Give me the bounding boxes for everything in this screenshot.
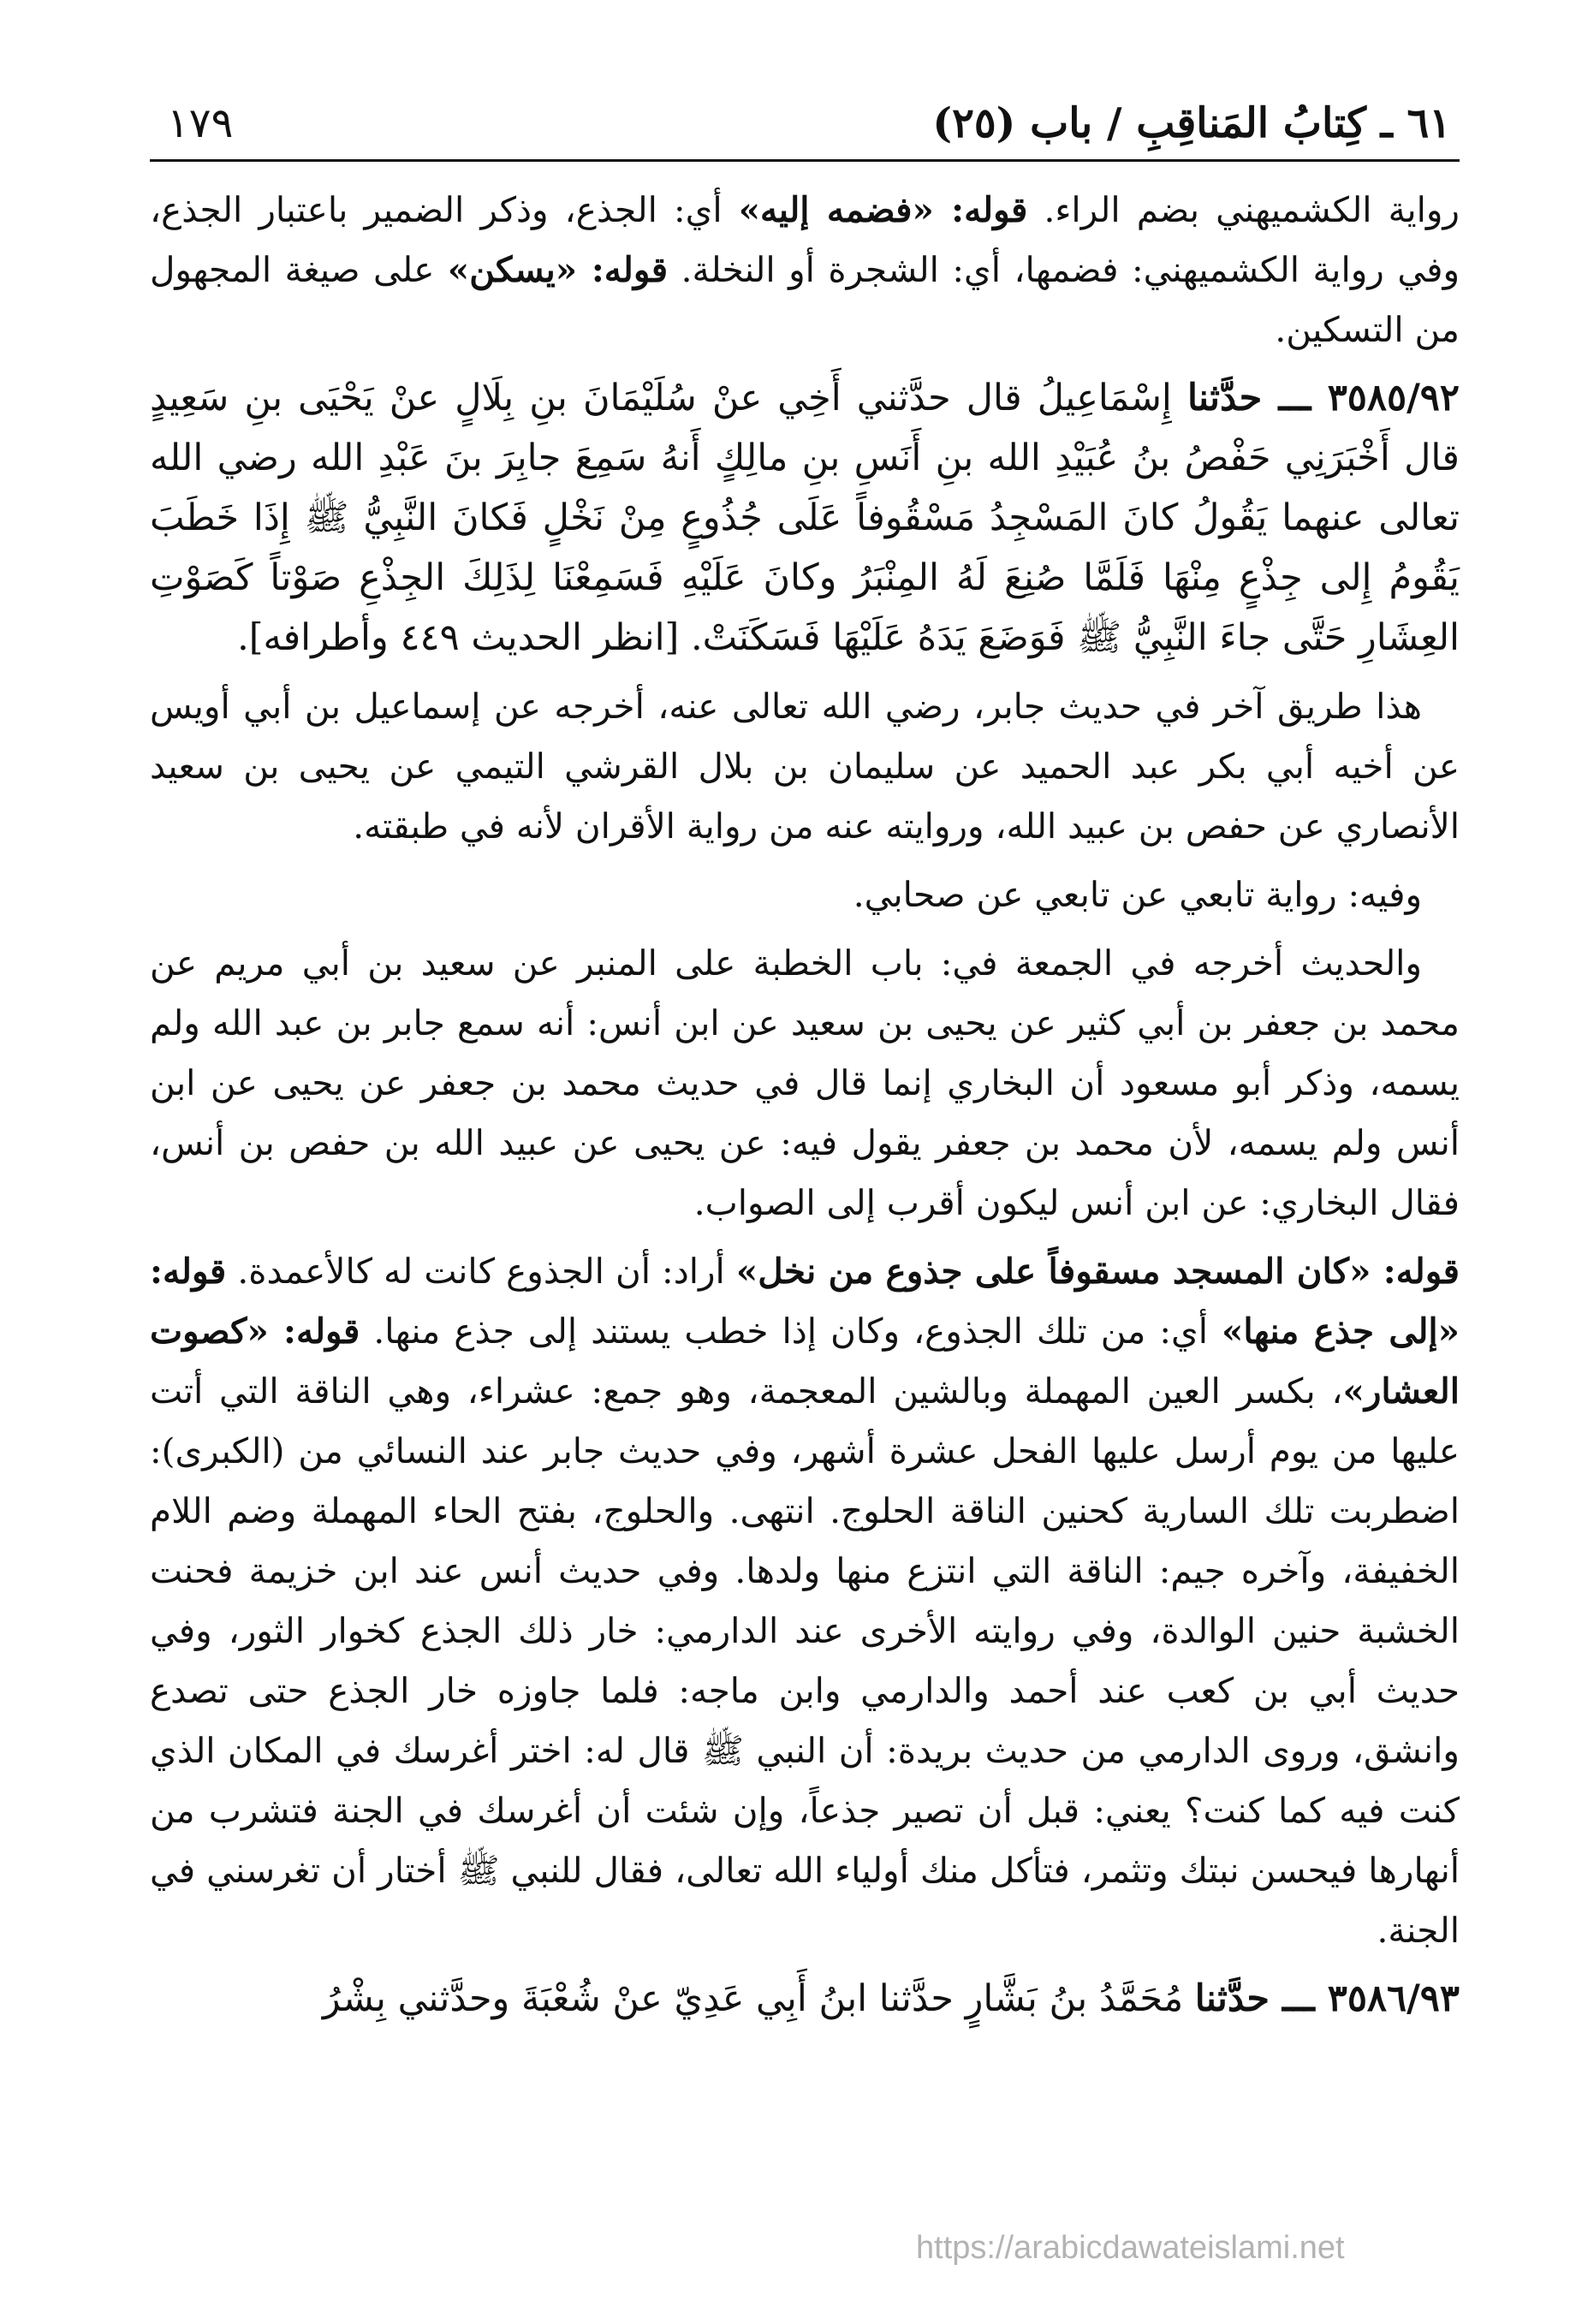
paragraph-text: أراد: أن الجذوع كانت له كالأعمدة. xyxy=(226,1251,736,1292)
paragraph-text: أي: الجذع، وذكر الضمير باعتبار الجذع، وفي رواية الكشميهني: فضمها، أي: الشجرة أو النخلة. xyxy=(150,189,1460,290)
paragraph-text: على صيغة المجهول من التسكين. xyxy=(150,249,1460,350)
bold-term: قوله: «كان المسجد مسقوفاً على جذوع من نخل» xyxy=(735,1251,1460,1292)
watermark-url: https://arabicdawateislami.net xyxy=(916,2230,1345,2266)
paragraph-text: رواية الكشميهني بضم الراء. xyxy=(1027,189,1460,230)
commentary-paragraph xyxy=(150,933,1460,1233)
bold-term: قوله: «فضمه إليه» xyxy=(738,189,1028,230)
paragraph-text: والحديث أخرجه في الجمعة في: باب الخطبة على المنبر عن سعيد بن أبي مريم عن محمد بن جعفر بن أبي كثير عن يحيى بن سعيد عن ابن أنس: أنه سمع جابر بن عبد الله ولم يسمه، وذكر أبو مسعود أن البخاري إنما قال في حديث محمد بن جعفر عن يحيى عن ابن أنس ولم يسمه، لأن محمد بن جعفر يقول فيه: عن يحيى عن عبيد الله بن حفص بن أنس، فقال البخاري: عن ابن أنس ليكون أقرب إلى الصواب. xyxy=(150,942,1460,1223)
page-body xyxy=(150,180,1460,2037)
bold-term: قوله: «يسكن» xyxy=(447,249,669,290)
bold-term: ٣٥٨٦/٩٣ ـــ حدَّثنا xyxy=(1194,1977,1460,2020)
paragraph-text: إِسْمَاعِيلُ قال حدَّثني أَخِي عنْ سُلَيْمَانَ بنِ بِلَالٍ عنْ يَحْيَى بنِ سَعِيدٍ قال أَخْبَرَنِي حَفْصُ بنُ عُبَيْدِ الله بنِ أَنَسِ بنِ مالِكٍ أَنهُ سَمِعَ جابِرَ بنَ عَبْدِ الله رضي الله تعالى عنهما يَقُولُ كانَ المَسْجِدُ مَسْقُوفاً عَلَى جُذُوعٍ مِنْ نَخْلٍ فَكانَ النَّبِيُّ ﷺ إِذَا خَطَبَ يَقُومُ إِلى جِذْعٍ مِنْهَا فَلَمَّا صُنِعَ لَهُ المِنْبَرُ وكانَ عَلَيْهِ فَسَمِعْنَا لِذَلِكَ الجِذْعِ صَوْتاً كَصَوْتِ العِشَارِ حَتَّى جاءَ النَّبِيُّ ﷺ فَوَضَعَ يَدَهُ عَلَيْهَا فَسَكَنَتْ. [انظر الحديث ٤٤٩ وأطرافه]. xyxy=(150,377,1460,659)
paragraph-text: أي: من تلك الجذوع، وكان إذا خطب يستند إلى جذع منها. xyxy=(360,1311,1222,1352)
page-number: ١٧٩ xyxy=(167,99,234,147)
paragraph-text: هذا طريق آخر في حديث جابر، رضي الله تعالى عنه، أخرجه عن إسماعيل بن أبي أويس عن أخيه أبي بكر عبد الحميد عن سليمان بن بلال القرشي التيمي عن يحيى بن سعيد الأنصاري عن حفص بن عبيد الله، وروايته عنه من رواية الأقران لأنه في طبقته. xyxy=(150,686,1460,847)
commentary-paragraph xyxy=(150,865,1460,924)
paragraph-text: مُحَمَّدُ بنُ بَشَّارٍ حدَّثنا ابنُ أَبِي عَدِيّ عنْ شُعْبَةَ وحدَّثني بِشْرُ xyxy=(322,1977,1195,2020)
header-divider xyxy=(150,159,1460,162)
commentary-paragraph xyxy=(150,676,1460,856)
running-title: ٦١ ـ كِتابُ المَناقِبِ / باب (٢٥) xyxy=(932,99,1451,147)
paragraph-text: ، بكسر العين المهملة وبالشين المعجمة، وهو جمع: عشراء، وهي الناقة التي أتت عليها من يوم أرسل عليها الفحل عشرة أشهر، وفي حديث جابر عند النسائي من (الكبرى): اضطربت تلك السارية كحنين الناقة الحلوج. انتهى. والحلوج، بفتح الحاء المهملة وضم اللام الخفيفة، وآخره جيم: الناقة التي انتزع منها ولدها. وفي حديث أنس عند ابن خزيمة فحنت الخشبة حنين الوالدة، وفي روايته الأخرى عند الدارمي: خار ذلك الجذع كخوار الثور، وفي حديث أبي بن كعب عند أحمد والدارمي وابن ماجه: فلما جاوزه خار الجذع حتى تصدع وانشق، وروى الدارمي من حديث بريدة: أن النبي ﷺ قال له: اختر أغرسك في المكان الذي كنت فيه كما كنت؟ يعني: قبل أن تصير جذعاً، وإن شئت أن أغرسك في الجنة فتشرب من أنهارها فيحسن نبتك وتثمر، فتأكل منك أولياء الله تعالى، فقال للنبي ﷺ أختار أن تغرسني في الجنة. xyxy=(150,1370,1460,1951)
bold-term: قوله: «إلى جذع منها» xyxy=(150,1251,1460,1352)
commentary-paragraph xyxy=(150,180,1460,360)
paragraph-text: وفيه: رواية تابعي عن تابعي عن صحابي. xyxy=(853,874,1422,915)
bold-term: قوله: «كصوت العشار» xyxy=(150,1311,1460,1412)
hadith-paragraph xyxy=(150,368,1460,668)
hadith-paragraph xyxy=(150,1969,1460,2029)
bold-term: ٣٥٨٥/٩٢ ـــ حدَّثنا xyxy=(1186,377,1460,419)
page-header xyxy=(150,94,1460,154)
commentary-paragraph xyxy=(150,1241,1460,1960)
